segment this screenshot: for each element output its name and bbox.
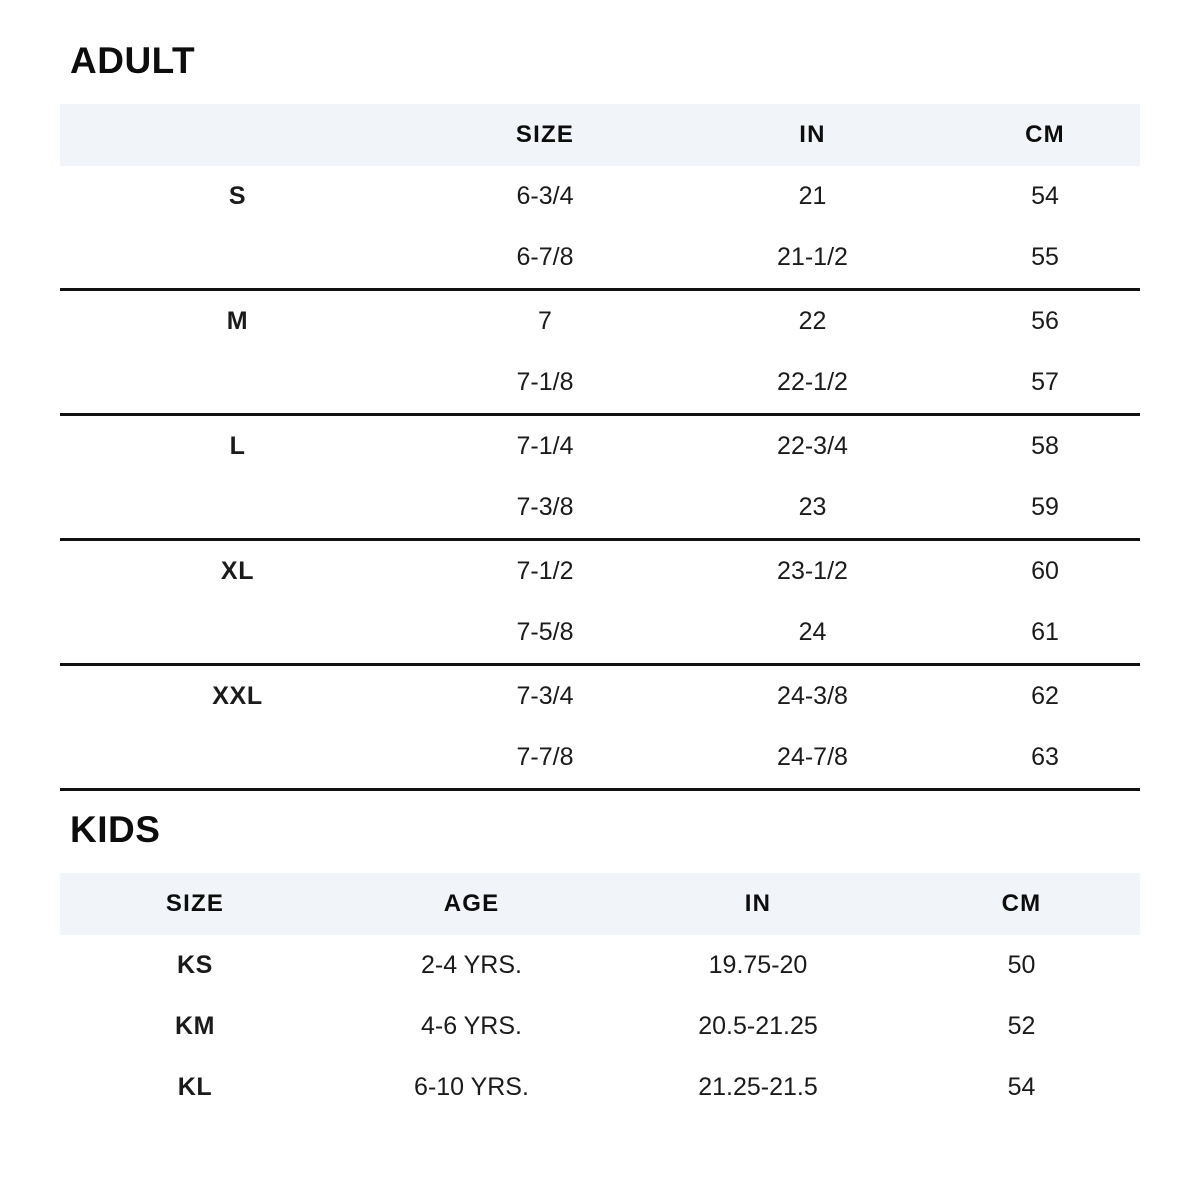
table-row [60,227,1140,290]
kids-size-table [60,873,1140,1118]
kids-cm-value: 50 [1007,951,1036,979]
adult-table-body [60,166,1140,790]
table-row [60,415,1140,478]
adult-size-label: XXL [212,682,263,710]
adult-cm-value: 56 [1031,307,1059,335]
adult-size-value: 7-5/8 [415,602,675,665]
kids-header-in: IN [613,873,903,935]
table-row [60,540,1140,603]
adult-size-value: 7-3/4 [516,682,574,710]
kids-age-value: 4-6 YRS. [421,1012,522,1040]
adult-cm-value: 60 [1031,557,1059,585]
adult-header-size: SIZE [415,104,675,166]
table-row [60,602,1140,665]
adult-size-value: 6-3/4 [516,182,574,210]
adult-size-value: 7 [538,307,552,335]
kids-header-cm: CM [903,873,1140,935]
adult-section-title: ADULT [70,40,196,81]
table-row [60,290,1140,353]
adult-size-label: M [226,307,249,335]
adult-cm-value: 55 [950,227,1140,290]
adult-header-cm: CM [950,104,1140,166]
adult-size-label [60,727,415,790]
adult-in-value: 23 [675,477,950,540]
table-row [60,477,1140,540]
kids-size-label: KM [174,1012,216,1040]
adult-cm-value: 58 [1031,432,1059,460]
table-row [60,727,1140,790]
adult-size-label [60,602,415,665]
adult-table-head [60,104,1140,166]
adult-size-value: 7-1/4 [516,432,574,460]
adult-in-value: 22-3/4 [777,432,848,460]
adult-cm-value: 61 [950,602,1140,665]
adult-size-label [60,227,415,290]
table-row [60,996,1140,1057]
table-row [60,935,1140,996]
adult-size-value: 7-1/8 [415,352,675,415]
kids-cm-value: 52 [1007,1012,1036,1040]
adult-size-value: 7-7/8 [415,727,675,790]
kids-age-value: 2-4 YRS. [421,951,522,979]
adult-in-value: 24-3/8 [777,682,848,710]
adult-in-value: 22 [798,307,827,335]
adult-cm-value: 54 [1031,182,1059,210]
table-row [60,1057,1140,1118]
adult-in-value: 24 [675,602,950,665]
adult-cm-value: 62 [1031,682,1059,710]
adult-header-in: IN [675,104,950,166]
table-row [60,166,1140,227]
kids-table-head [60,873,1140,935]
adult-size-value: 7-1/2 [516,557,574,585]
adult-size-label: L [229,432,246,460]
kids-in-value: 19.75-20 [708,951,808,979]
adult-in-value: 21 [798,182,827,210]
adult-size-value: 7-3/8 [415,477,675,540]
kids-in-value: 20.5-21.25 [698,1012,818,1040]
adult-cm-value: 59 [950,477,1140,540]
adult-header-blank [60,104,415,166]
adult-size-label: S [228,182,247,210]
adult-size-label: XL [220,557,255,585]
adult-size-label [60,352,415,415]
table-row [60,352,1140,415]
kids-size-label: KS [177,951,213,979]
kids-section-title: KIDS [70,809,161,850]
adult-in-value: 23-1/2 [777,557,848,585]
kids-size-label: KL [177,1073,213,1101]
adult-cm-value: 63 [950,727,1140,790]
adult-cm-value: 57 [950,352,1140,415]
adult-header-row [60,104,1140,166]
kids-in-value: 21.25-21.5 [698,1073,818,1101]
adult-size-value: 6-7/8 [415,227,675,290]
adult-in-value: 24-7/8 [675,727,950,790]
kids-age-value: 6-10 YRS. [414,1073,529,1101]
kids-cm-value: 54 [1007,1073,1036,1101]
adult-in-value: 21-1/2 [675,227,950,290]
adult-in-value: 22-1/2 [675,352,950,415]
kids-header-size: SIZE [60,873,330,935]
kids-table-body [60,935,1140,1118]
table-row [60,665,1140,728]
kids-header-row [60,873,1140,935]
adult-size-table [60,104,1140,791]
adult-size-label [60,477,415,540]
kids-header-age: AGE [330,873,613,935]
